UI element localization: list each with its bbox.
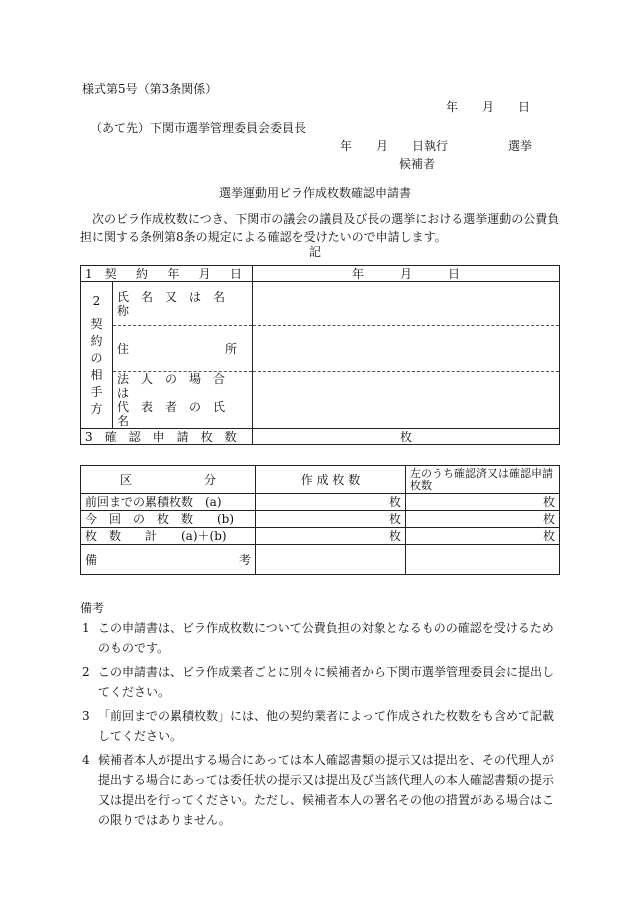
row-label: 前回までの累積枚数 (a) [81, 494, 256, 511]
remarks-field-confirmed[interactable] [406, 545, 560, 575]
intro-paragraph: 次のビラ作成枚数につき、下関市の議会の議員及び長の選挙における選挙運動の公費負担に関する条例第8条の規定による確認を受けたいので申請します。 [80, 212, 560, 244]
col-header-created: 作 成 枚 数 [256, 466, 406, 494]
confirmed-count-cell[interactable]: 枚 [406, 494, 560, 511]
col-header-confirmed: 左のうち確認済又は確認申請枚数 [406, 466, 560, 494]
election-line: 年 月 日執行 選挙 [340, 139, 533, 153]
count-table [80, 465, 560, 575]
row-label: 今 回 の 枚 数 (b) [81, 511, 256, 528]
note-item: 1 この申請書は、ビラ作成枚数について公費負担の対象となるものの確認を受けるためのものです。 [82, 621, 554, 655]
form-number: 様式第5号（第3条関係） [82, 82, 218, 96]
contract-date-label: 1 契 約 年 月 日 [81, 266, 253, 282]
remarks-label: 備 考 [81, 545, 256, 575]
ki-label: 記 [308, 245, 321, 259]
note-item: 4 候補者本人が提出する場合にあっては本人確認書類の提示又は提出を、その代理人が提出する場合にあっては委任状の提示又は提出及び当該代理人の本人確認書類の提示又は提出を行ってください。ただし、候補者本人の署名その他の措置がある場合はこの限りではありません。 [82, 753, 555, 827]
created-count-cell[interactable]: 枚 [256, 528, 406, 545]
created-count-cell[interactable]: 枚 [256, 511, 406, 528]
confirm-count-unit[interactable]: 枚 [253, 429, 560, 445]
note-item: 3 「前回までの累積枚数」には、他の契約業者によって作成された枚数をも含めて記載してください。 [82, 709, 555, 743]
note-item: 2 この申請書は、ビラ作成業者ごとに別々に候補者から下関市選挙管理委員会に提出してください。 [82, 665, 555, 699]
notes-list [82, 618, 562, 830]
created-count-cell[interactable]: 枚 [256, 494, 406, 511]
contract-party-label: 2 契 約 の 相 手 方 [81, 282, 113, 429]
corp-representative-label: 法 人 の 場 合 は 代 表 者 の 氏 名 [113, 372, 253, 429]
name-field[interactable] [253, 282, 560, 326]
notes-heading: 備考 [80, 601, 105, 615]
confirmed-count-cell[interactable]: 枚 [406, 528, 560, 545]
document-title: 選挙運動用ビラ作成枚数確認申請書 [218, 186, 411, 200]
addressee: （あて先）下関市選挙管理委員会委員長 [90, 121, 307, 135]
table-row [81, 511, 560, 528]
confirmed-count-cell[interactable]: 枚 [406, 511, 560, 528]
address-field[interactable] [253, 326, 560, 372]
name-label: 氏 名 又 は 名 称 [113, 282, 253, 326]
confirm-count-label: 3 確 認 申 請 枚 数 [81, 429, 253, 445]
table-row [81, 494, 560, 511]
contract-table [80, 265, 560, 445]
candidate-label: 候補者 [399, 157, 436, 171]
table-row [81, 528, 560, 545]
col-header-category: 区 分 [81, 466, 256, 494]
remarks-field-created[interactable] [256, 545, 406, 575]
representative-field[interactable] [253, 372, 560, 429]
row-label: 枚 数 計 (a)＋(b) [81, 528, 256, 545]
application-date: 年 月 日 [446, 100, 531, 114]
address-label: 住 所 [113, 326, 253, 372]
contract-date-value: 年 月 日 [253, 266, 560, 282]
